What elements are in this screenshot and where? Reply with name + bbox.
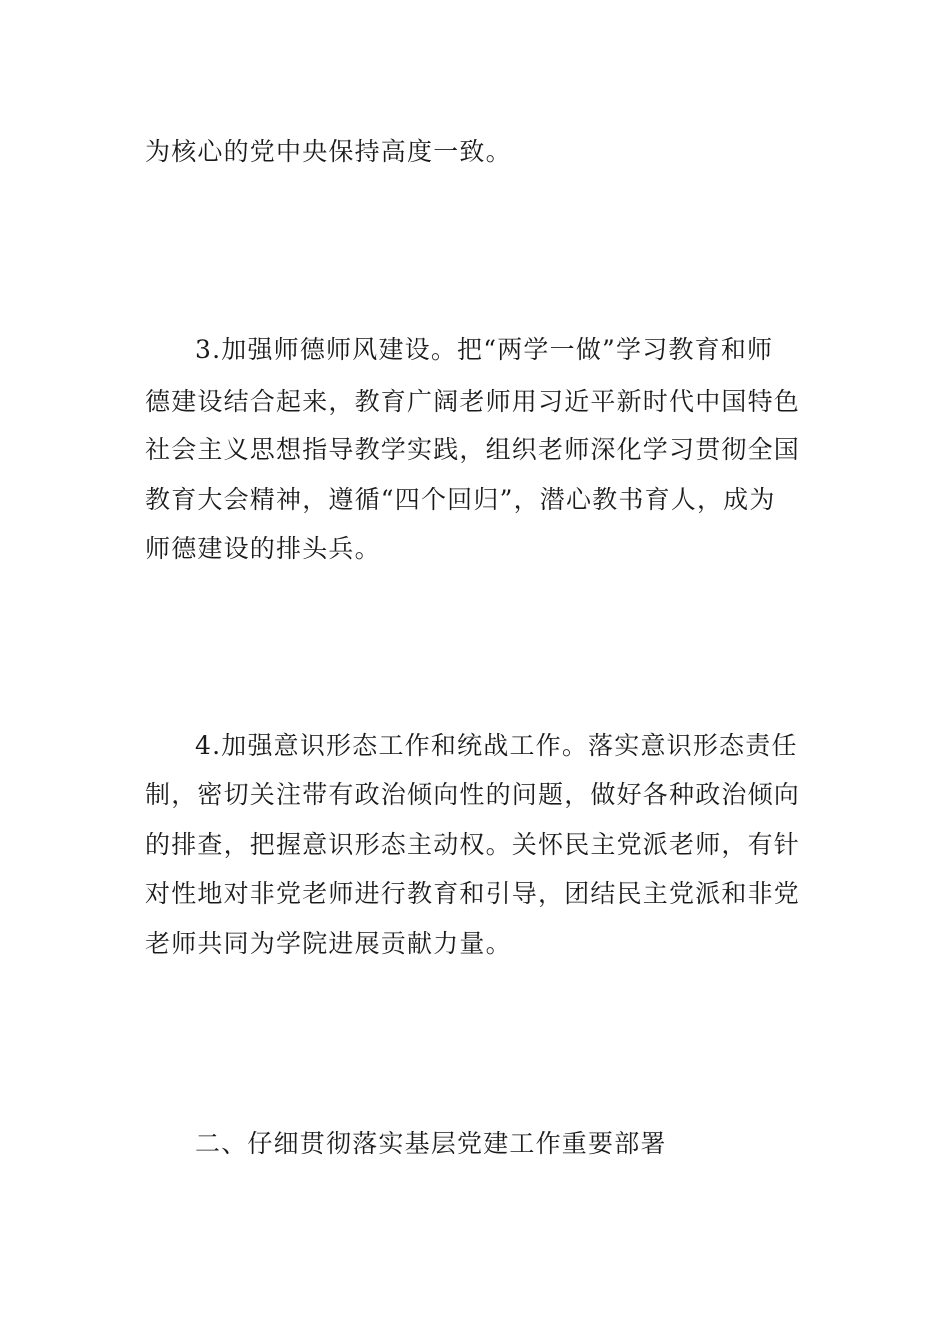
paragraph-3-line-5: 师德建设的排头兵。 xyxy=(145,534,381,563)
paragraph-4-line-1: 4.加强意识形态工作和统战工作。落实意识形态责任 xyxy=(195,731,798,760)
paragraph-4-line-3: 的排查，把握意识形态主动权。关怀民主党派老师，有针 xyxy=(145,830,801,859)
paragraph-4-line-2: 制，密切关注带有政治倾向性的问题，做好各种政治倾向 xyxy=(145,780,801,809)
paragraph-continuation-line: 为核心的党中央保持高度一致。 xyxy=(145,137,512,166)
section-heading: 二、仔细贯彻落实基层党建工作重要部署 xyxy=(195,1129,667,1158)
paragraph-3-line-1: 3.加强师德师风建设。把“两学一做”学习教育和师 xyxy=(195,335,774,364)
paragraph-3-line-3: 社会主义思想指导教学实践，组织老师深化学习贯彻全国 xyxy=(145,435,801,464)
paragraph-3-line-4: 教育大会精神，遵循“四个回归”，潜心教书育人，成为 xyxy=(145,485,776,514)
paragraph-4-line-4: 对性地对非党老师进行教育和引导，团结民主党派和非党 xyxy=(145,879,801,908)
paragraph-3-line-2: 德建设结合起来，教育广阔老师用习近平新时代中国特色 xyxy=(145,387,801,416)
paragraph-4-line-5: 老师共同为学院进展贡献力量。 xyxy=(145,929,512,958)
